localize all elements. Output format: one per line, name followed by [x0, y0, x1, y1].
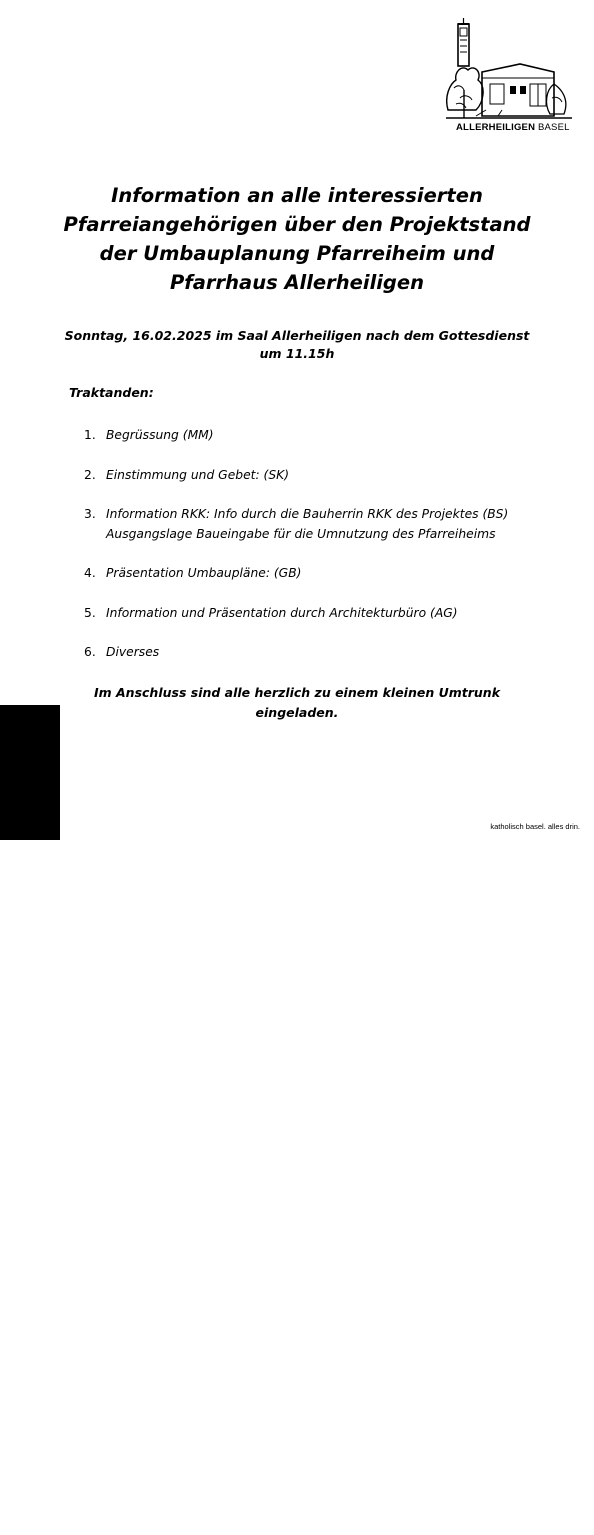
agenda-item	[84, 643, 564, 663]
church-logo	[446, 18, 572, 136]
agenda-number: 6.	[84, 645, 96, 659]
logo-caption-rest: BASEL	[535, 122, 570, 133]
closing-note	[40, 683, 554, 723]
closing-line: eingeladen.	[255, 705, 339, 720]
agenda-item	[84, 604, 564, 624]
rkk-text-line: Römisch-	[42, 1445, 47, 1465]
agenda-text: Begrüssung (MM)	[106, 428, 214, 442]
footer-tagline: katholisch basel. alles drin.	[490, 822, 580, 831]
agenda-item	[84, 426, 564, 446]
traktanden-label: Traktanden:	[69, 385, 154, 400]
agenda-list	[84, 426, 564, 683]
agenda-number: 2.	[84, 467, 96, 482]
agenda-text: Präsentation Umbaupläne: (GB)	[106, 566, 302, 580]
logo-caption-bold: ALLERHEILIGEN	[456, 122, 536, 133]
agenda-text: Einstimmung und Gebet: (SK)	[106, 467, 289, 482]
agenda-text: Diverses	[106, 645, 160, 659]
agenda-item	[84, 466, 564, 486]
title-line: der Umbauplanung Pfarreiheim und	[99, 242, 495, 265]
agenda-number: 3.	[84, 507, 96, 521]
event-time-line: um 11.15h	[259, 346, 335, 361]
church-building-icon	[446, 18, 572, 122]
title-line: Information an alle interessierten	[111, 184, 483, 207]
rkk-text-line: Basel-Stadt	[57, 1441, 63, 1465]
agenda-text: Information RKK: Info durch die Bauherrin RKK des Projektes (BS)	[106, 507, 509, 521]
event-date-line: Sonntag, 16.02.2025 im Saal Allerheiligen nach dem Gottesdienst	[64, 328, 530, 343]
rkk-wordmark: RKK	[6, 1467, 44, 1535]
title-line: Pfarreiangehörigen über den Projektstand	[63, 213, 531, 236]
agenda-item	[84, 564, 564, 584]
closing-line: Im Anschluss sind alle herzlich zu einem kleinen Umtrunk	[93, 685, 501, 700]
rkk-text-line: Katholische	[47, 1441, 53, 1465]
page-title	[40, 181, 554, 297]
agenda-item	[84, 505, 564, 544]
rkk-text	[42, 1405, 63, 1465]
agenda-number: 4.	[84, 566, 96, 580]
rkk-text-line: Kirche in	[52, 1447, 58, 1465]
agenda-number: 1.	[84, 428, 96, 442]
agenda-number: 5.	[84, 605, 96, 620]
logo-caption	[456, 122, 576, 133]
agenda-text: Information und Präsentation durch Architekturbüro (AG)	[106, 605, 458, 620]
title-line: Pfarrhaus Allerheiligen	[169, 271, 424, 294]
agenda-text: Ausgangslage Baueingabe für die Umnutzung des Pfarreiheims	[106, 526, 496, 541]
rkk-logo	[0, 705, 63, 1535]
event-info	[40, 327, 554, 363]
